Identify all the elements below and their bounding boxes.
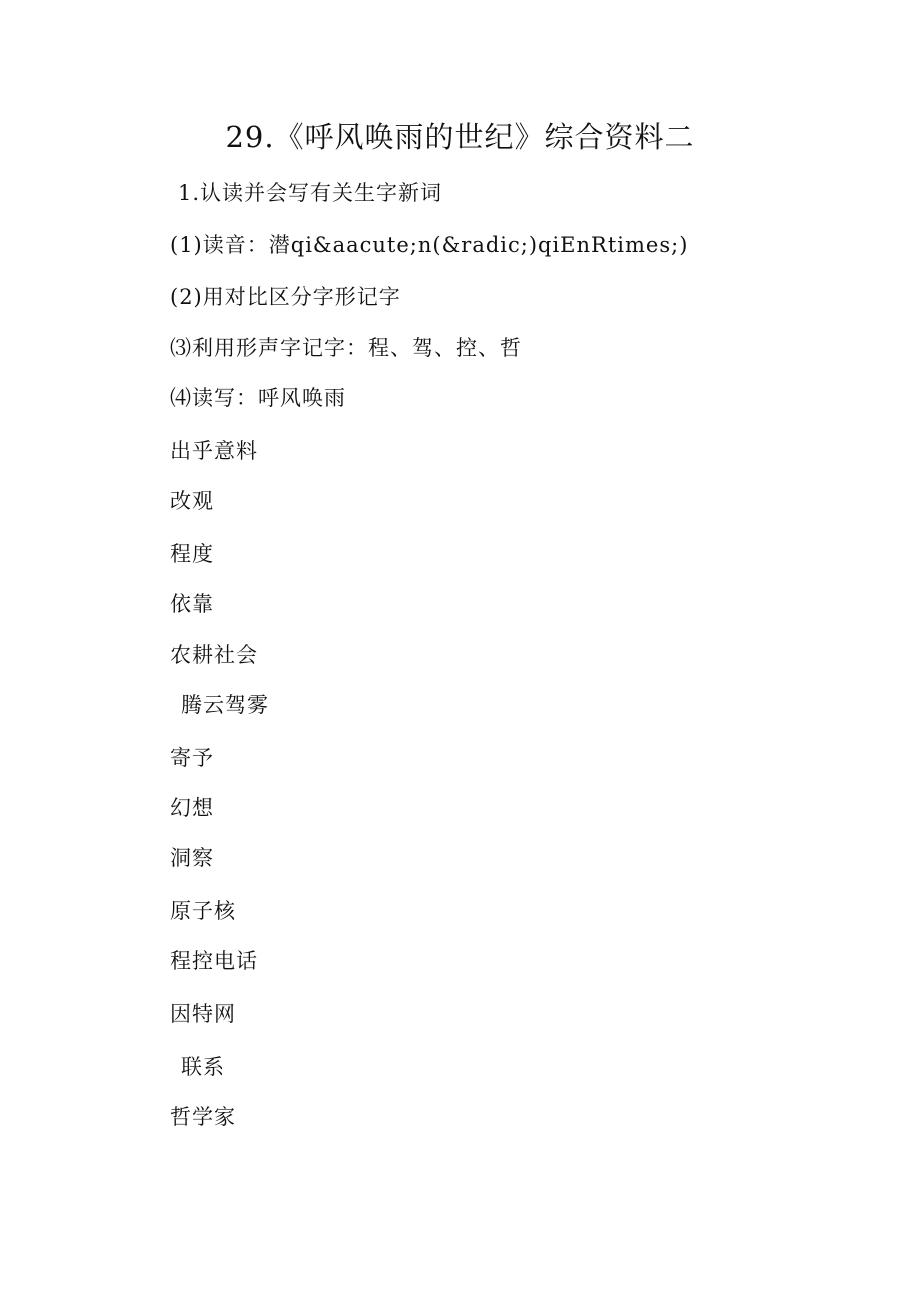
word-item: 农耕社会 <box>170 643 258 667</box>
word-item: 程度 <box>170 542 214 566</box>
word-item: 因特网 <box>170 1002 236 1026</box>
word-item: 腾云驾雾 <box>181 693 269 717</box>
word-item: 哲学家 <box>170 1105 236 1129</box>
word-item: 依靠 <box>170 592 214 616</box>
section-heading: 1.认读并会写有关生字新词 <box>178 181 443 205</box>
document-title: 29.《呼风唤雨的世纪》综合资料二 <box>225 120 695 154</box>
word-item: 程控电话 <box>170 949 258 973</box>
word-item: 改观 <box>170 489 214 513</box>
word-item: 联系 <box>181 1055 225 1079</box>
item-pronunciation: (1)读音：潜qi&aacute;n(&radic;)qiEnRtimes;) <box>170 233 689 257</box>
word-item: 出乎意料 <box>170 439 258 463</box>
item-compare-shapes: (2)用对比区分字形记字 <box>170 285 401 309</box>
word-item: 幻想 <box>170 796 214 820</box>
item-phonetic-characters: ⑶利用形声字记字：程、驾、控、哲 <box>170 336 522 360</box>
item-read-write: ⑷读写：呼风唤雨 <box>170 386 346 410</box>
word-item: 洞察 <box>170 846 214 870</box>
word-item: 原子核 <box>170 899 236 923</box>
word-item: 寄予 <box>170 746 214 770</box>
